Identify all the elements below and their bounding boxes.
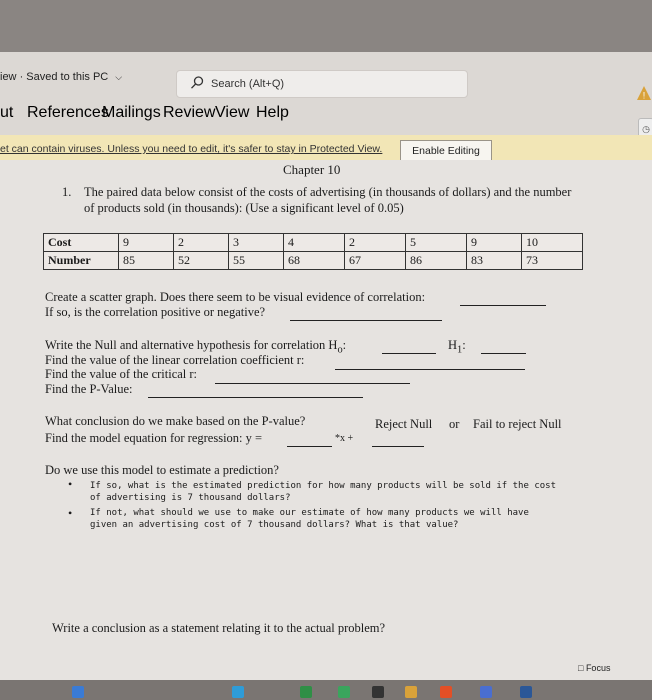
edge-icon[interactable]	[232, 686, 244, 698]
table-cell: 9	[467, 234, 522, 252]
null-hypothesis-label: Write the Null and alternative hypothesis for correlation H	[45, 338, 338, 352]
bullet-text-2: If not, what should we use to make our estimate of how many products we will have given an advertising cost of 7 thousand dollars? What is that value?	[90, 508, 529, 530]
table-cell: 73	[522, 252, 583, 270]
bullet-text-1: If so, what is the estimated prediction for how many products will be sold if the cost of advertising is 7 thousand dollars?	[90, 481, 556, 503]
table-cell: 86	[406, 252, 467, 270]
tab-references[interactable]: References	[27, 104, 109, 121]
chapter-title: Chapter 10	[283, 162, 341, 177]
table-cell: 68	[284, 252, 345, 270]
protected-view-message[interactable]: et can contain viruses. Unless you need to edit, it's safer to stay in Protected View.	[0, 143, 383, 155]
document-page	[0, 160, 652, 680]
table-cell: 2	[345, 234, 406, 252]
tab-help[interactable]: Help	[256, 104, 289, 121]
table-cell: 5	[406, 234, 467, 252]
taskbar	[0, 680, 652, 700]
table-cell: 52	[174, 252, 229, 270]
find-p-label: Find the P-Value:	[45, 382, 133, 396]
teams-icon[interactable]	[480, 686, 492, 698]
null-subscript: o	[337, 344, 343, 356]
row-label-number: Number	[44, 252, 119, 270]
question-number: 1.	[62, 185, 72, 199]
focus-mode-button[interactable]: □ Focus	[578, 663, 611, 673]
window-title-fragment: iew	[0, 71, 17, 83]
table-cell: 83	[467, 252, 522, 270]
search-placeholder: Search (Alt+Q)	[211, 78, 285, 90]
row-label-cost: Cost	[44, 234, 119, 252]
windows-start-icon[interactable]	[72, 686, 84, 698]
question-text: The paired data below consist of the costs of advertising (in thousands of dollars) and the number of products sold (in thousands): (Use a significant level of 0.05)	[84, 185, 572, 215]
answer-line	[290, 320, 442, 321]
tab-mailings[interactable]: Mailings	[102, 104, 161, 121]
dell-icon[interactable]	[372, 686, 384, 698]
find-r-label: Find the value of the linear correlation coefficient r:	[45, 353, 305, 367]
table-cell: 10	[522, 234, 583, 252]
answer-line	[287, 446, 332, 447]
tab-review[interactable]: Review	[163, 104, 216, 121]
answer-line	[148, 397, 363, 398]
alt-hypothesis-label: H	[448, 338, 458, 352]
answer-line	[382, 353, 436, 354]
enable-editing-button[interactable]: Enable Editing	[400, 140, 492, 162]
answer-line	[335, 369, 525, 370]
chrome-icon[interactable]	[440, 686, 452, 698]
spreadsheet-icon[interactable]	[338, 686, 350, 698]
write-conclusion-label: Write a conclusion as a statement relating it to the actual problem?	[52, 621, 386, 635]
focus-label: Focus	[585, 663, 611, 673]
table-cell: 2	[174, 234, 229, 252]
warning-icon[interactable]	[636, 84, 652, 102]
table-cell: 67	[345, 252, 406, 270]
alt-hypothesis	[448, 338, 466, 358]
table-row	[44, 252, 583, 270]
answer-line	[215, 383, 410, 384]
or-text: or	[449, 417, 460, 431]
conclusion-question: What conclusion do we make based on the P-value?	[45, 414, 306, 428]
table-cell: 55	[229, 252, 284, 270]
alt-subscript: 1	[457, 344, 463, 356]
xbox-icon[interactable]	[300, 686, 312, 698]
saved-status-text: Saved to this PC	[26, 71, 109, 83]
reject-null-option: Reject Null	[375, 417, 433, 431]
svg-text:!: !	[642, 90, 646, 101]
comment-icon[interactable]: ◷	[638, 118, 652, 140]
word-icon[interactable]	[520, 686, 532, 698]
fail-reject-option: Fail to reject Null	[473, 417, 562, 431]
answer-line	[481, 353, 526, 354]
table-cell: 85	[119, 252, 174, 270]
file-explorer-icon[interactable]	[405, 686, 417, 698]
save-status[interactable]: iew · Saved to this PC ⌵	[0, 71, 123, 83]
scatter-question: Create a scatter graph. Does there seem to be visual evidence of correlation:	[45, 290, 426, 304]
search-box[interactable]	[176, 70, 468, 98]
search-icon	[189, 75, 205, 91]
table-cell: 3	[229, 234, 284, 252]
table-cell: 4	[284, 234, 345, 252]
answer-line	[372, 446, 424, 447]
data-table	[43, 233, 583, 270]
model-equation-label: Find the model equation for regression: y =	[45, 431, 263, 445]
model-x-term: *x +	[335, 433, 354, 444]
tab-view[interactable]: View	[215, 104, 250, 121]
table-cell: 9	[119, 234, 174, 252]
answer-line	[460, 305, 546, 306]
table-row	[44, 234, 583, 252]
tab-fragment[interactable]: ut	[0, 104, 14, 121]
alt-colon: :	[462, 338, 466, 352]
find-critical-label: Find the value of the critical r:	[45, 367, 198, 381]
bullet-dot: •	[68, 506, 73, 520]
correlation-sign-question: If so, is the correlation positive or negative?	[45, 305, 266, 319]
prediction-question: Do we use this model to estimate a prediction?	[45, 463, 279, 477]
null-colon: :	[342, 338, 347, 352]
bullet-dot: •	[68, 477, 73, 491]
chevron-down-icon[interactable]: ⌵	[115, 72, 123, 82]
